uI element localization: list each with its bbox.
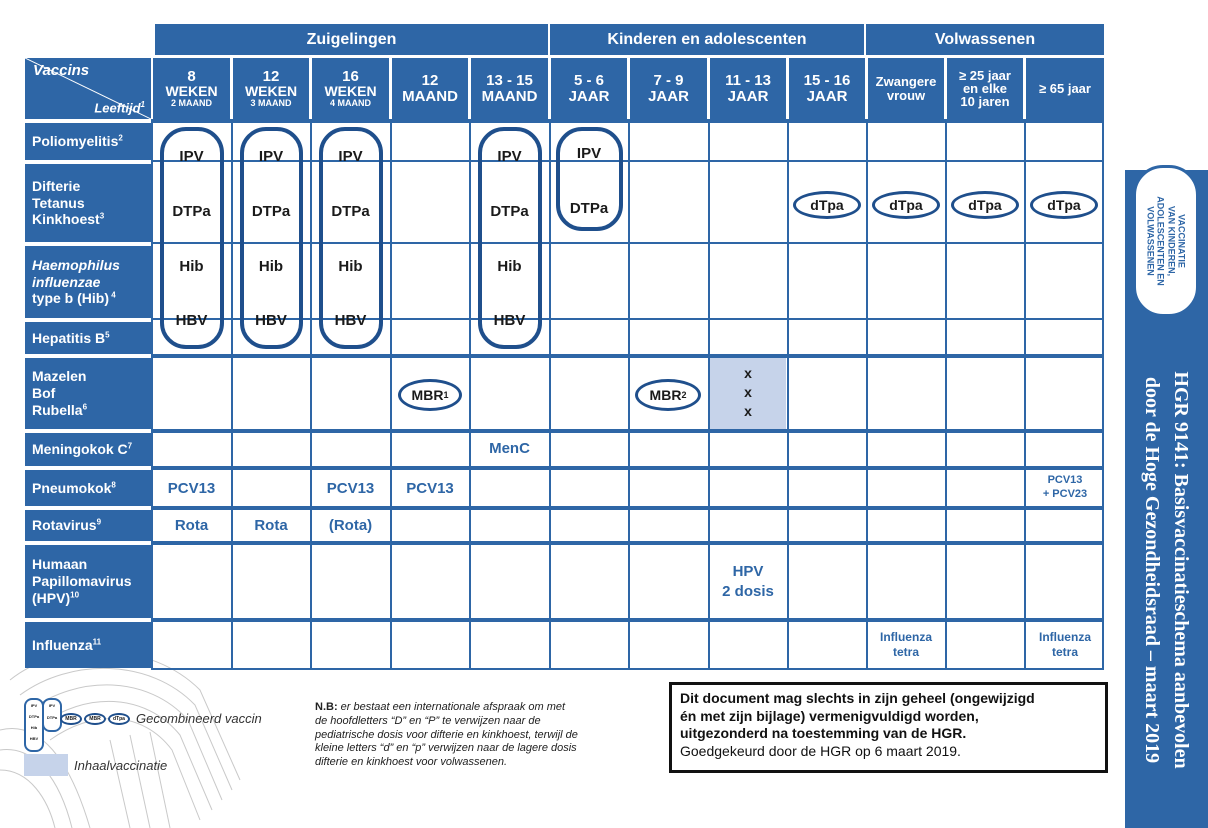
vaccine-hib: Hib	[338, 258, 363, 275]
vaccine-hbv: HBV	[493, 312, 526, 329]
vaccine-dtpa: DTPa	[569, 200, 609, 217]
age-zwangere-vrouw: Zwangere vrouw	[868, 58, 944, 119]
grid-vline	[1102, 119, 1104, 669]
vaccine-hpv	[710, 562, 786, 601]
vaccine-ipv: IPV	[179, 148, 204, 165]
vaccine-dtpa-booster: dTpa	[793, 191, 861, 219]
vaccine-influenza	[868, 630, 944, 660]
hpv-dosis: 2 dosis	[722, 582, 774, 600]
vaccine-hbv: HBV	[175, 312, 208, 329]
legend-mini-dtpa: DTPa	[28, 714, 40, 719]
group-volwassenen: Volwassenen	[866, 24, 1104, 55]
vaccine-rota: Rota	[174, 517, 209, 534]
vaccine-rota: Rota	[254, 517, 288, 534]
legend-combined-icon	[24, 698, 44, 752]
vaccine-hib: Hib	[258, 258, 284, 275]
row-label-menc: Meningokok $C^7$	[25, 433, 151, 466]
vaccine-pcv13: PCV13	[406, 480, 454, 497]
vaccine-influenza	[1026, 630, 1104, 660]
age-25-jaar: ≥ 25 jaar en elke 10 jaren	[947, 58, 1023, 119]
vaccine-dtpa-booster: dTpa	[951, 191, 1019, 219]
age-16-weken: 16 WEKEN 4 MAAND	[312, 58, 389, 119]
legend-mini-ipv: IPV	[48, 703, 56, 708]
grid-vline	[310, 119, 312, 669]
notice-line-4: Goedgekeurd door de HGR op 6 maart 2019.	[680, 742, 961, 759]
age-5-6-jaar: 5 - 6 JAAR	[551, 58, 627, 119]
vaccine-ipv: IPV	[576, 145, 602, 162]
vaccine-hbv: HBV	[255, 312, 287, 329]
catchup-x: x	[744, 384, 752, 400]
corner-header	[25, 58, 151, 119]
age-13-15-maand: 13 - 15 MAAND	[471, 58, 548, 119]
legend-catchup-label: Inhaalvaccinatie	[74, 758, 168, 773]
nb-line-2: de hoofdletters “D” en “P” te verwijzen naar de	[315, 714, 541, 727]
legend-oval-mbr: MBR	[60, 713, 82, 725]
notice-line-3: uitgezonderd na toestemming van de HGR.	[680, 725, 967, 741]
legend-oval-dtpa: dTpa	[108, 713, 130, 725]
row-label-mbr: Mazelen Bof Rubella$^6$	[25, 358, 151, 429]
vaccine-dtpa: DTPa	[251, 203, 291, 220]
influenza-tetra: tetra	[892, 645, 919, 659]
row-label-hib: Haemophilus influenzae type b (Hib) $^4$	[25, 246, 151, 318]
vaccine-dtpa: DTPa	[172, 203, 211, 220]
vaccine-mbr2: MBR 2	[635, 379, 701, 411]
grid-vline	[1024, 119, 1026, 669]
age-8-weken: 8 WEKEN 2 MAAND	[153, 58, 230, 119]
grid-vline	[231, 119, 233, 669]
vaccine-pcv13-pcv23	[1026, 473, 1104, 502]
pcv23-text: + PCV23	[1042, 488, 1088, 501]
vaccine-rota-optional: (Rota)	[328, 517, 373, 534]
vaccine-pcv13: PCV13	[326, 480, 375, 497]
influenza-tetra: tetra	[1051, 645, 1078, 659]
row-label-pneumo: Pneumokok$^8$	[25, 470, 151, 506]
legend-catchup-swatch	[24, 754, 68, 776]
nb-note	[315, 701, 660, 770]
row-label-polio: Poliomyelitis$^2$	[25, 123, 151, 160]
age-15-16-jaar: 15 - 16 JAAR	[789, 58, 865, 119]
grid-vline	[151, 119, 153, 669]
age-11-13-jaar: 11 - 13 JAAR	[710, 58, 786, 119]
reproduction-notice	[669, 682, 1108, 773]
legend-mini-ipv: IPV	[30, 703, 38, 708]
vaccine-dtpa: DTPa	[490, 203, 529, 220]
vaccine-pcv13: PCV13	[167, 480, 216, 497]
vaccine-ipv: IPV	[497, 148, 522, 165]
legend-mini-hbv: HBV	[29, 736, 39, 741]
row-label-rota: Rotavirus$^9$	[25, 510, 151, 541]
legend-combined-label: Gecombineerd vaccin	[136, 711, 262, 726]
sidebar-tab-text: VACCINATIE VAN KINDEREN, ADOLESCENTEN EN VOLWASSENEN	[1145, 196, 1187, 286]
vaccine-hib: Hib	[497, 258, 522, 275]
vaccine-hib: Hib	[179, 258, 204, 275]
row-label-hepb: Hepatitis $B^5$	[25, 322, 151, 354]
vaccine-dtpa: DTPa	[331, 203, 370, 220]
row-label-hpv: Humaan Papillomavirus (HPV)$^{10}$	[25, 545, 151, 618]
hpv-text: HPV	[732, 563, 764, 580]
row-label-dtp: Difterie Tetanus Kinkhoest$^3$	[25, 164, 151, 242]
vaccine-dtpa-booster: dTpa	[872, 191, 940, 219]
age-7-9-jaar: 7 - 9 JAAR	[630, 58, 707, 119]
vaccine-dtpa-booster: dTpa	[1030, 191, 1098, 219]
corner-vaccins: Vaccins	[33, 62, 90, 79]
influenza-text: Influenza	[1038, 630, 1091, 644]
grid-vline	[945, 119, 947, 669]
sidebar-title-line-2: door de Hoge Gezondheidsraad – maart 2019	[1141, 376, 1163, 764]
sidebar-title	[1137, 325, 1195, 815]
vaccine-ipv: IPV	[338, 148, 363, 165]
age-12-weken: 12 WEKEN 3 MAAND	[233, 58, 309, 119]
catchup-x: x	[744, 365, 752, 381]
group-kinderen: Kinderen en adolescenten	[550, 24, 864, 55]
influenza-text: Influenza	[879, 630, 932, 644]
vaccine-mbr1: MBR 1	[398, 379, 462, 411]
nb-bold: N.B:	[315, 701, 338, 713]
legend-oval-mbr: MBR	[84, 713, 106, 725]
vaccine-hbv: HBV	[334, 312, 367, 329]
notice-line-1: Dit document mag slechts in zijn geheel (ongewijzigd	[680, 690, 1035, 706]
sidebar-title-line-1: HGR 9141: Basisvaccinatieschema aanbevolen	[1170, 371, 1192, 769]
notice-line-2: én met zijn bijlage) vermenigvuldigd worden,	[680, 707, 979, 724]
corner-leeftijd: Leeftijd$^1$	[94, 99, 145, 115]
group-zuigelingen: Zuigelingen	[155, 24, 548, 55]
pcv13-text: PCV13	[1047, 474, 1083, 486]
vaccine-menc: MenC	[489, 440, 530, 457]
grid-vline	[866, 119, 868, 669]
nb-line-5: difterie en kinkhoest voor volwassenen.	[315, 756, 507, 768]
grid-vline	[469, 119, 471, 669]
sidebar-tab	[1133, 165, 1199, 317]
nb-line-3: pediatrische dosis voor difterie en kinkhoest, terwijl de	[315, 728, 578, 741]
nb-line-4: kleine letters “d” en “p” verwijzen naar de lagere dosis	[315, 742, 577, 755]
grid-vline	[628, 119, 630, 669]
legend-mini-hib: Hib	[30, 725, 38, 730]
grid-vline	[787, 119, 789, 669]
age-65-jaar: ≥ 65 jaar	[1026, 58, 1104, 119]
age-12-maand: 12 MAAND	[392, 58, 468, 119]
legend-combined-icon	[42, 698, 62, 732]
vaccine-ipv: IPV	[258, 148, 284, 165]
nb-line-1: N.B: er bestaat een internationale afspraak om met	[315, 701, 566, 713]
catchup-x: x	[744, 403, 752, 419]
grid-vline	[390, 119, 392, 669]
row-label-influenza: Influenza$^{11}$	[25, 622, 151, 668]
legend-mini-dtpa: DTPa	[46, 715, 58, 720]
